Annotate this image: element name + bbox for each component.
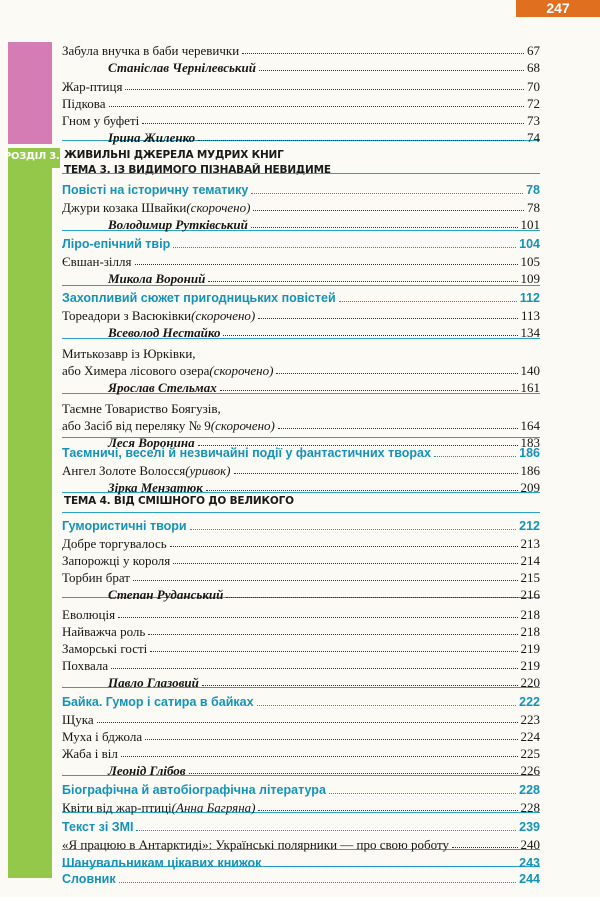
dot-leader <box>434 456 516 457</box>
dot-leader <box>259 70 524 71</box>
toc-entry[interactable] <box>62 251 540 269</box>
entry-title: Джури козака Швайки <box>62 200 187 215</box>
entry-note: (скорочено) <box>209 363 274 378</box>
page-ref: 228 <box>520 800 540 815</box>
page-ref: 186 <box>520 463 540 478</box>
dot-leader <box>133 580 518 581</box>
author-entry[interactable] <box>62 672 540 690</box>
section-label: РОЗДІЛ 3. <box>4 151 60 162</box>
author-entry[interactable] <box>62 760 540 778</box>
page-ref: 209 <box>520 480 540 495</box>
entry-title: Квіти від жар-птиці <box>62 800 172 815</box>
page-ref: 243 <box>519 856 540 870</box>
topic-heading: ТЕМА 4. ВІД СМІШНОГО ДО ВЕЛИКОГО <box>64 495 294 507</box>
page-ref: 113 <box>520 308 540 323</box>
entry-title: Щука <box>62 712 94 727</box>
page-ref: 215 <box>520 570 540 585</box>
section-color-bar <box>8 168 52 878</box>
toc-entry[interactable] <box>62 398 540 416</box>
entry-title: Гумористичні твори <box>62 519 187 533</box>
page-ref: 216 <box>520 587 540 602</box>
toc-entry[interactable] <box>62 550 540 568</box>
page-number: 247 <box>516 0 600 17</box>
entry-note: (скорочено) <box>210 418 275 433</box>
page-ref: 213 <box>520 536 540 551</box>
toc-entry[interactable] <box>62 726 540 744</box>
entry-title: Підкова <box>62 96 106 111</box>
page-ref: 224 <box>520 729 540 744</box>
author-entry[interactable] <box>62 57 540 75</box>
toc-entry[interactable] <box>62 343 540 361</box>
entry-title: Муха і бджола <box>62 729 143 744</box>
toc-entry[interactable] <box>62 604 540 622</box>
page-ref: 140 <box>520 363 540 378</box>
entry-title: Жаба і віл <box>62 746 118 761</box>
page-ref: 68 <box>527 60 540 75</box>
section-color-bar <box>8 42 52 144</box>
page-ref: 164 <box>520 418 540 433</box>
entry-title: Євшан-зілля <box>62 254 132 269</box>
entry-title: Степан Руданський <box>108 587 224 602</box>
entry-title: Ярослав Стельмах <box>108 380 217 395</box>
dot-leader <box>278 428 518 429</box>
page-ref: 244 <box>519 872 540 886</box>
page-ref: 112 <box>519 291 540 305</box>
dot-leader <box>189 773 518 774</box>
page-ref: 105 <box>520 254 540 269</box>
section-heading[interactable] <box>62 516 540 534</box>
dot-leader <box>339 301 517 302</box>
section-heading[interactable] <box>62 692 540 710</box>
dot-leader <box>202 685 518 686</box>
entry-title: Таємничі, веселі й незвичайні події у фантастичних творах <box>62 446 431 460</box>
page-ref: 220 <box>520 675 540 690</box>
entry-title: Байка. Гумор і сатира в байках <box>62 695 254 709</box>
entry-title: Станіслав Чернілевський <box>108 60 256 75</box>
entry-title: Словник <box>62 872 116 886</box>
entry-title: Тореадори з Васюківки <box>62 308 192 323</box>
entry-title: Леся Воронина <box>108 435 195 450</box>
toc-entry[interactable] <box>62 197 540 215</box>
toc-entry[interactable] <box>62 360 540 378</box>
dot-leader <box>173 563 517 564</box>
page-ref: 104 <box>519 237 540 251</box>
section-heading[interactable] <box>62 443 540 461</box>
page-ref: 239 <box>519 820 540 834</box>
entry-note: (уривок) <box>185 463 231 478</box>
entry-title: або Химера лісового озера <box>62 363 210 378</box>
page-ref: 109 <box>520 271 540 286</box>
dot-leader <box>276 373 517 374</box>
entry-title: Текст зі ЗМІ <box>62 820 134 834</box>
entry-title: Еволюція <box>62 607 116 622</box>
entry-title: Повісті на історичну тематику <box>62 183 249 197</box>
dot-leader <box>109 106 524 107</box>
entry-title: Таємне Товариство Боягузів, <box>62 401 221 416</box>
dot-leader <box>208 281 517 282</box>
page-ref: 183 <box>520 435 540 450</box>
dot-leader <box>135 264 518 265</box>
entry-title: Забула внучка в баби черевички <box>62 43 240 58</box>
section-heading[interactable] <box>62 869 540 887</box>
page-ref: 219 <box>520 641 540 656</box>
page-ref: 225 <box>520 746 540 761</box>
dot-leader <box>148 634 517 635</box>
divider <box>62 512 540 513</box>
entry-note: (скорочено) <box>191 308 256 323</box>
entry-title: або Засіб від переляку № 9 <box>62 418 211 433</box>
entry-note: (Анна Багряна) <box>171 800 256 815</box>
dot-leader <box>119 882 517 883</box>
page-ref: 73 <box>527 113 540 128</box>
entry-title: Запорожці у короля <box>62 553 171 568</box>
section-title: ЖИВИЛЬНІ ДЖЕРЕЛА МУДРИХ КНИГ <box>64 149 284 161</box>
entry-note: (скорочено) <box>186 200 251 215</box>
page-ref: 240 <box>520 837 540 852</box>
entry-title: Захопливий сюжет пригодницьких повістей <box>62 291 336 305</box>
page-ref: 72 <box>527 96 540 111</box>
dot-leader <box>145 739 517 740</box>
entry-title: «Я працюю в Антарктиді»: Українські полярники — про свою роботу <box>62 837 449 852</box>
entry-title: Жар-птиця <box>62 79 123 94</box>
page-ref: 78 <box>527 200 540 215</box>
entry-title: Добре торгувалось <box>62 536 167 551</box>
page-ref: 214 <box>520 553 540 568</box>
page-ref: 101 <box>520 217 540 232</box>
toc-entry[interactable] <box>62 638 540 656</box>
dot-leader <box>251 193 523 194</box>
toc-entry[interactable] <box>62 834 540 852</box>
dot-leader <box>198 140 524 141</box>
dot-leader <box>125 89 524 90</box>
divider <box>62 173 540 174</box>
dot-leader <box>170 546 518 547</box>
toc-entry[interactable] <box>62 533 540 551</box>
author-entry[interactable] <box>62 268 540 286</box>
toc-entry[interactable] <box>62 743 540 761</box>
dot-leader <box>142 123 524 124</box>
toc-entry[interactable] <box>62 460 540 478</box>
page-ref: 70 <box>527 79 540 94</box>
author-entry[interactable] <box>62 477 540 495</box>
entry-title: Леонід Глібов <box>108 763 186 778</box>
dot-leader <box>121 756 518 757</box>
page-ref: 212 <box>519 519 540 533</box>
entry-title: Зірка Мензатюк <box>108 480 203 495</box>
dot-leader <box>111 668 517 669</box>
page-ref: 218 <box>520 607 540 622</box>
section-heading[interactable] <box>62 180 540 198</box>
page-ref: 218 <box>520 624 540 639</box>
entry-title: Найважча роль <box>62 624 146 639</box>
topic-heading: ТЕМА 3. ІЗ ВИДИМОГО ПІЗНАВАЙ НЕВИДИМЕ <box>64 164 331 176</box>
toc-entry[interactable] <box>62 40 540 58</box>
toc-entry[interactable] <box>62 797 540 815</box>
toc-entry[interactable] <box>62 93 540 111</box>
entry-title: Заморські гості <box>62 641 148 656</box>
dot-leader <box>452 847 518 848</box>
entry-title: Шанувальникам цікавих книжок <box>62 856 262 870</box>
toc-entry[interactable] <box>62 655 540 673</box>
entry-title: Митькозавр із Юрківки, <box>62 346 196 361</box>
page-ref: 228 <box>519 783 540 797</box>
entry-title: Ірина Жиленко <box>108 130 196 145</box>
page-ref: 219 <box>520 658 540 673</box>
entry-title: Микола Вороний <box>108 271 206 286</box>
entry-title: Гном у буфеті <box>62 113 140 128</box>
page-ref: 67 <box>527 43 540 58</box>
toc-entry[interactable] <box>62 567 540 585</box>
page-ref: 161 <box>520 380 540 395</box>
entry-title: Всеволод Нестайко <box>108 325 221 340</box>
dot-leader <box>136 830 516 831</box>
dot-leader <box>190 529 517 530</box>
entry-title: Володимир Рутківський <box>108 217 248 232</box>
dot-leader <box>258 318 518 319</box>
entry-title: Біографічна й автобіографічна література <box>62 783 326 797</box>
toc-entry[interactable] <box>62 76 540 94</box>
dot-leader <box>118 617 517 618</box>
dot-leader <box>242 53 524 54</box>
table-of-contents <box>62 0 540 897</box>
entry-title: Торбин брат <box>62 570 130 585</box>
page-ref: 134 <box>520 325 540 340</box>
toc-entry[interactable] <box>62 621 540 639</box>
author-entry[interactable] <box>62 584 540 602</box>
section-heading[interactable] <box>62 780 540 798</box>
author-entry[interactable] <box>62 377 540 395</box>
entry-title: Похвала <box>62 658 109 673</box>
entry-title: Ангел Золоте Волосся <box>62 463 186 478</box>
dot-leader <box>329 793 516 794</box>
dot-leader <box>253 210 524 211</box>
dot-leader <box>97 722 518 723</box>
dot-leader <box>258 810 517 811</box>
entry-title: Павло Глазовий <box>108 675 199 690</box>
section-heading[interactable] <box>62 817 540 835</box>
toc-entry[interactable] <box>62 709 540 727</box>
section-heading[interactable] <box>62 234 540 252</box>
page-ref: 74 <box>527 130 540 145</box>
page-ref: 186 <box>519 446 540 460</box>
author-entry[interactable] <box>62 322 540 340</box>
dot-leader <box>206 490 518 491</box>
toc-entry[interactable] <box>62 110 540 128</box>
dot-leader <box>226 597 517 598</box>
dot-leader <box>234 473 518 474</box>
dot-leader <box>173 247 516 248</box>
author-entry[interactable] <box>62 214 540 232</box>
page-ref: 78 <box>526 183 540 197</box>
toc-entry[interactable] <box>62 305 540 323</box>
page-ref: 222 <box>519 695 540 709</box>
author-entry[interactable] <box>62 127 540 145</box>
dot-leader <box>264 866 516 867</box>
dot-leader <box>220 390 518 391</box>
toc-entry[interactable] <box>62 415 540 433</box>
dot-leader <box>257 705 517 706</box>
page-ref: 223 <box>520 712 540 727</box>
dot-leader <box>251 227 518 228</box>
dot-leader <box>223 335 517 336</box>
page-ref: 226 <box>520 763 540 778</box>
section-heading[interactable] <box>62 288 540 306</box>
dot-leader <box>150 651 517 652</box>
entry-title: Ліро-епічний твір <box>62 237 171 251</box>
